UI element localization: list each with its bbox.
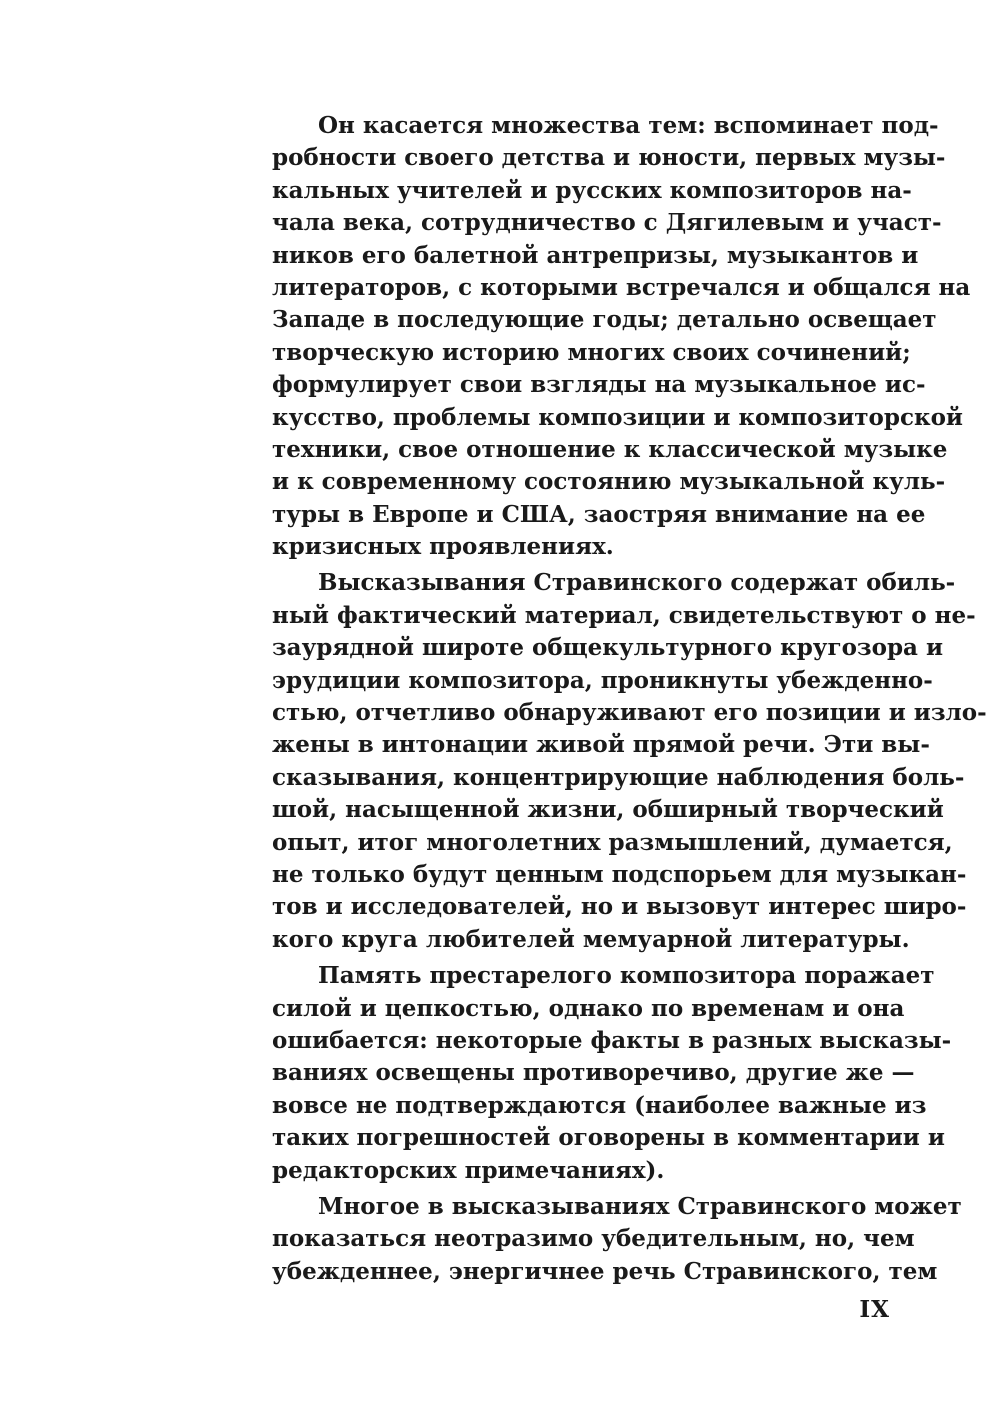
text-line: туры в Европе и США, заостряя внимание на ее [272,500,926,528]
text-line: Память престарелого композитора поражает [318,962,935,990]
paragraph-4 [272,1191,962,1288]
text-line: Он касается множества тем: вспоминает под- [318,112,939,139]
text-line: не только будут ценным подспорьем для музыкан- [272,860,967,888]
text-line: опыт, итог многолетних размышлений, думается, [272,828,953,856]
text-line: Западе в последующие годы; детально освещает [272,306,937,334]
paragraph-2 [272,567,987,956]
text-line: формулирует свои взгляды на музыкальное ис- [272,371,926,399]
text-line: вовсе не подтверждаются (наиболее важные из [272,1091,927,1119]
text-line: ников его балетной антрепризы, музыкантов и [272,241,919,269]
text-line: силой и цепкостью, однако по временам и она [272,994,905,1022]
text-line: робности своего детства и юности, первых музы- [272,144,946,172]
text-line: кризисных проявлениях. [272,533,614,561]
text-line: редакторских примечаниях). [272,1156,665,1184]
page-body [272,110,987,1288]
text-line: ный фактический материал, свидетельствуют о не- [272,601,976,629]
text-line: шой, насыщенной жизни, обширный творческий [272,796,944,824]
text-line: сказывания, концентрирующие наблюдения боль- [272,763,965,791]
page-number: IX [859,1296,890,1323]
text-line: кого круга любителей мемуарной литературы. [272,925,910,953]
text-line: и к современному состоянию музыкальной куль- [272,468,946,496]
text-line: ошибается: некоторые факты в разных высказы- [272,1026,952,1054]
text-line: творческую историю многих своих сочинений; [272,338,911,366]
text-line: литераторов, с которыми встречался и общался на [272,273,971,301]
text-line: кусство, проблемы композиции и композиторской [272,403,963,431]
text-line: жены в интонации живой прямой речи. Эти вы- [272,731,930,759]
text-line: техники, свое отношение к классической музыке [272,435,948,463]
text-line: ваниях освещены противоречиво, другие же — [272,1059,915,1087]
text-line: таких погрешностей оговорены в комментарии и [272,1124,945,1152]
paragraph-1 [272,110,971,563]
text-line: показаться неотразимо убедительным, но, чем [272,1225,915,1253]
text-line: Высказывания Стравинского содержат обиль- [318,569,956,597]
text-line: стью, отчетливо обнаруживают его позиции и изло- [272,699,987,727]
text-line: тов и исследователей, но и вызовут интерес широ- [272,893,967,921]
text-line: чала века, сотрудничество с Дягилевым и участ- [272,209,942,237]
text-line: убежденнее, энергичнее речь Стравинского, тем [272,1257,938,1285]
text-line: кальных учителей и русских композиторов на- [272,176,912,204]
text-line: эрудиции композитора, проникнуты убежденно- [272,666,933,694]
text-line: заурядной широте общекультурного кругозора и [272,634,943,662]
text-line: Многое в высказываниях Стравинского может [318,1192,962,1220]
paragraph-3 [272,960,952,1187]
